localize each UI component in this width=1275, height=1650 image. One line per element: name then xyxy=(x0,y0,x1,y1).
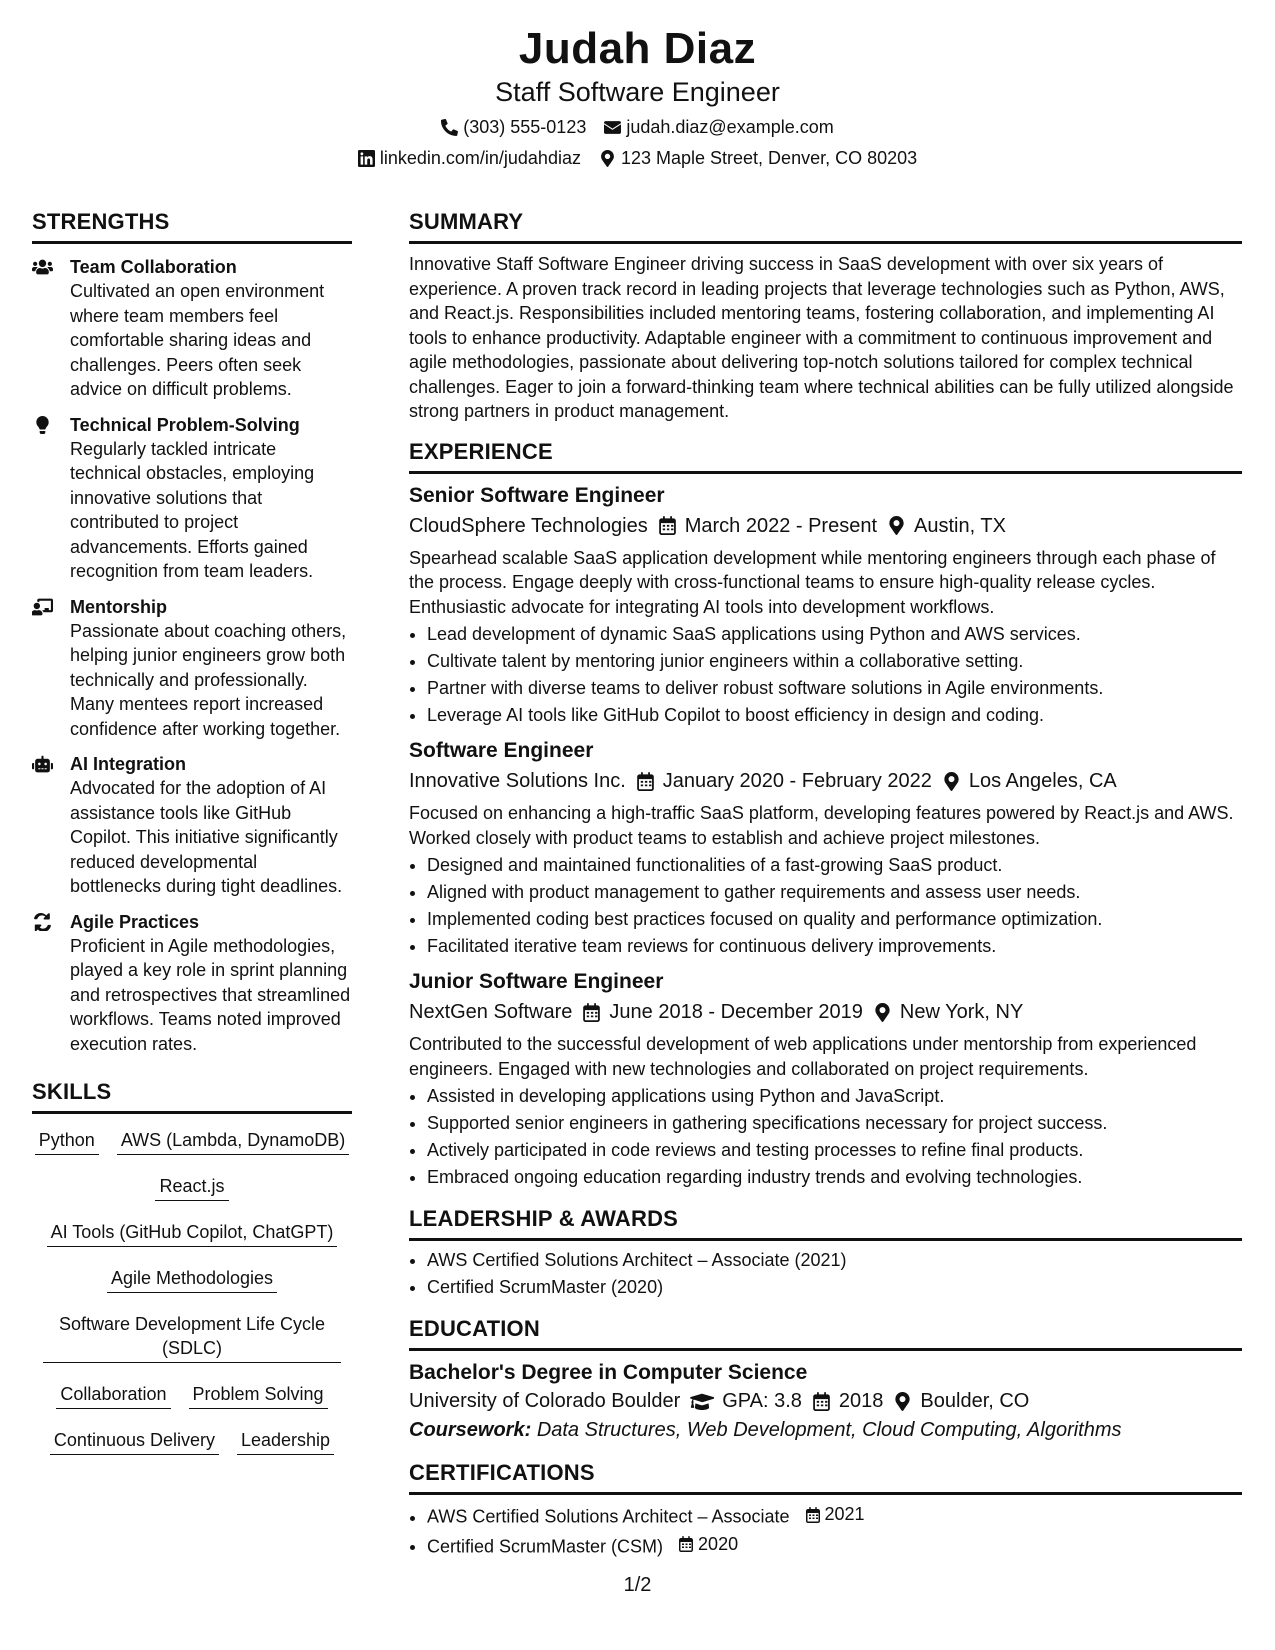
skill-tag: Agile Methodologies xyxy=(107,1266,277,1293)
job-description: Contributed to the successful development of web applications under mentorship from experienced engineers. Engaged with new technologies and collaborated on project requirements. xyxy=(409,1034,1197,1079)
certifications-section xyxy=(409,1459,1242,1560)
skill-tag: Python xyxy=(35,1128,99,1155)
degree-title: Bachelor's Degree in Computer Science xyxy=(409,1361,808,1384)
awards-heading: LEADERSHIP & AWARDS xyxy=(409,1205,1242,1241)
school-name: University of Colorado Boulder xyxy=(409,1390,681,1412)
school-location: Boulder, CO xyxy=(920,1390,1030,1412)
job-dates: January 2020 - February 2022 xyxy=(662,770,932,792)
street-address: 123 Maple Street, Denver, CO 80203 xyxy=(620,148,918,168)
list-item: • Facilitated iterative team reviews for continuous delivery improvements. xyxy=(427,933,1242,960)
calendar-icon xyxy=(636,772,655,791)
chalkboard-teacher-icon xyxy=(32,598,53,616)
education-heading: EDUCATION xyxy=(409,1315,1242,1351)
company-name: NextGen Software xyxy=(409,1001,573,1023)
job-location: Los Angeles, CA xyxy=(968,770,1117,792)
coursework-label: Coursework: xyxy=(409,1419,532,1441)
skill-tag: Problem Solving xyxy=(189,1382,328,1409)
list-item: • Partner with diverse teams to deliver robust software solutions in Agile environments. xyxy=(427,675,1242,702)
list-item xyxy=(427,1531,1242,1561)
strength-title: Team Collaboration xyxy=(70,257,237,277)
list-item: • Certified ScrumMaster (2020) xyxy=(427,1274,1242,1301)
job-dates: March 2022 - Present xyxy=(684,514,878,537)
sync-icon xyxy=(32,913,53,931)
job-title: Senior Software Engineer xyxy=(409,483,665,507)
job-location: Austin, TX xyxy=(914,514,1006,537)
awards-section xyxy=(409,1205,1242,1301)
list-item: • Supported senior engineers in gathering specifications necessary for project success. xyxy=(427,1110,1242,1137)
skill-tag: Collaboration xyxy=(56,1382,170,1409)
skill-tag: React.js xyxy=(155,1174,228,1201)
job-title: Junior Software Engineer xyxy=(409,970,664,993)
phone-icon xyxy=(441,119,458,136)
graduation-year: 2018 xyxy=(838,1390,884,1412)
list-item: • Embraced ongoing education regarding industry trends and evolving technologies. xyxy=(427,1164,1242,1191)
list-item: • Aligned with product management to gather requirements and assess user needs. xyxy=(427,879,1242,906)
strengths-heading: STRENGTHS xyxy=(32,208,352,244)
strength-description: Regularly tackled intricate technical obstacles, employing innovative solutions that contributed to project advancements. Efforts gained recognition from team leaders. xyxy=(70,438,315,581)
email-address: judah.diaz@example.com xyxy=(626,117,834,137)
calendar-icon xyxy=(658,516,677,535)
certifications-heading: CERTIFICATIONS xyxy=(409,1459,1242,1495)
linkedin-contact[interactable] xyxy=(358,146,581,170)
coursework xyxy=(409,1416,1242,1445)
job-dates: June 2018 - December 2019 xyxy=(609,1001,863,1023)
left-column xyxy=(32,208,352,1474)
map-marker-icon xyxy=(942,772,961,791)
email-contact[interactable] xyxy=(604,115,833,139)
job-bullets xyxy=(409,621,1242,729)
summary-text: Innovative Staff Software Engineer driving success in SaaS development with over six years of experience. A proven track record in leading projects that leverage technologies such as Python, AWS, and React.js. Responsibilities included mentoring teams, fostering collaboration, and implementing AI tools to enhance productivity. Adaptable engineer with a commitment to continuous improvement and agile methodologies, passionate about delivering top-notch solutions tailored for complex technical challenges. Eager to join a forward-thinking team where technical abilities can be fully utilized alongside strong partners in product management. xyxy=(409,254,1234,421)
job-location: New York, NY xyxy=(899,1001,1024,1023)
job-entry xyxy=(409,968,1242,1191)
job-bullets xyxy=(409,852,1242,960)
experience-section xyxy=(409,438,1242,1192)
awards-list xyxy=(409,1247,1242,1301)
map-marker-icon xyxy=(887,516,906,535)
list-item: • Leverage AI tools like GitHub Copilot to boost efficiency in design and coding. xyxy=(427,702,1242,729)
education-meta xyxy=(409,1387,1242,1416)
page-number: 1/2 xyxy=(623,1574,652,1596)
candidate-title: Staff Software Engineer xyxy=(495,77,780,107)
job-title: Software Engineer xyxy=(409,739,594,762)
coursework-list: Data Structures, Web Development, Cloud Computing, Algorithms xyxy=(536,1419,1122,1441)
strength-item xyxy=(32,752,352,899)
calendar-icon xyxy=(812,1392,831,1411)
list-item: • Assisted in developing applications using Python and JavaScript. xyxy=(427,1083,1242,1110)
summary-heading: SUMMARY xyxy=(409,208,1242,244)
phone-contact[interactable] xyxy=(441,115,586,139)
skill-tag: Continuous Delivery xyxy=(50,1428,219,1455)
list-item: • AWS Certified Solutions Architect – Associate (2021) xyxy=(427,1247,1242,1274)
list-item xyxy=(427,1501,1242,1531)
strength-title: AI Integration xyxy=(70,754,186,774)
strength-title: Mentorship xyxy=(70,596,167,617)
gpa: GPA: 3.8 xyxy=(722,1390,802,1412)
linkedin-url: linkedin.com/in/judahdiaz xyxy=(379,148,581,168)
strength-description: Proficient in Agile methodologies, played a key role in sprint planning and retrospectives that streamlined workflows. Teams noted improved execution rates. xyxy=(70,935,351,1054)
map-marker-icon xyxy=(893,1392,912,1411)
envelope-icon xyxy=(604,119,621,136)
certifications-list xyxy=(409,1501,1242,1560)
certification-year: 2020 xyxy=(698,1533,739,1554)
calendar-icon xyxy=(805,1507,821,1523)
skill-tag: AI Tools (GitHub Copilot, ChatGPT) xyxy=(47,1220,338,1247)
phone-number: (303) 555-0123 xyxy=(463,117,587,137)
skills-list xyxy=(32,1128,352,1455)
list-item: • Cultivate talent by mentoring junior engineers within a collaborative setting. xyxy=(427,648,1242,675)
job-description: Focused on enhancing a high-traffic SaaS platform, developing features powered by React.js and AWS. Worked closely with product teams to establish and achieve project milestones. xyxy=(409,803,1234,848)
strength-description: Cultivated an open environment where team members feel comfortable sharing ideas and challenges. Peers often seek advice on difficult problems. xyxy=(70,281,325,399)
strength-item xyxy=(32,595,352,742)
strength-item xyxy=(32,413,352,584)
list-item: • Implemented coding best practices focused on quality and performance optimization. xyxy=(427,906,1242,933)
strength-item xyxy=(32,255,352,402)
strength-description: Advocated for the adoption of AI assistance tools like GitHub Copilot. This initiative significantly reduced developmental bottlenecks during tight deadlines. xyxy=(70,778,343,896)
right-column xyxy=(409,208,1242,1560)
calendar-icon xyxy=(678,1536,694,1552)
skill-tag: Leadership xyxy=(237,1428,334,1455)
job-bullets xyxy=(409,1083,1242,1191)
robot-icon xyxy=(32,755,53,773)
strength-item xyxy=(32,910,352,1057)
map-marker-icon xyxy=(599,150,616,167)
list-item: • Lead development of dynamic SaaS applications using Python and AWS services. xyxy=(427,621,1242,648)
contact-row-2 xyxy=(0,146,1275,170)
list-item: • Designed and maintained functionalities of a fast-growing SaaS product. xyxy=(427,852,1242,879)
graduation-cap-icon xyxy=(690,1392,714,1411)
job-description: Spearhead scalable SaaS application development while mentoring engineers through each phase of the process. Engage deeply with cross-functional teams to ensure high-quality release cycles. Enthusiastic advocate for integrating AI tools into development workflows. xyxy=(409,547,1216,617)
linkedin-icon xyxy=(358,150,375,167)
resume-header xyxy=(0,0,1275,170)
list-item: • Actively participated in code reviews and testing processes to refine final products. xyxy=(427,1137,1242,1164)
users-icon xyxy=(32,258,53,276)
job-meta xyxy=(409,512,1242,540)
calendar-icon xyxy=(582,1003,601,1022)
address-contact xyxy=(599,146,917,170)
job-entry xyxy=(409,482,1242,730)
strength-description: Passionate about coaching others, helping junior engineers grow both technically and professionally. Many mentees report increased confidence after working together. xyxy=(70,620,347,739)
skill-tag: Software Development Life Cycle (SDLC) xyxy=(43,1312,341,1363)
job-meta xyxy=(409,767,1242,795)
company-name: CloudSphere Technologies xyxy=(409,514,648,537)
certification-year: 2021 xyxy=(824,1504,865,1524)
map-marker-icon xyxy=(873,1003,892,1022)
certification-name: Certified ScrumMaster (CSM) xyxy=(427,1536,664,1556)
job-meta xyxy=(409,998,1242,1026)
experience-heading: EXPERIENCE xyxy=(409,438,1242,474)
certification-name: AWS Certified Solutions Architect – Associate xyxy=(427,1506,790,1527)
job-entry xyxy=(409,737,1242,960)
education-section xyxy=(409,1315,1242,1445)
company-name: Innovative Solutions Inc. xyxy=(409,770,626,792)
strength-title: Technical Problem-Solving xyxy=(70,414,300,435)
contact-row-1 xyxy=(0,115,1275,139)
skills-heading: SKILLS xyxy=(32,1078,352,1114)
candidate-name: Judah Diaz xyxy=(518,24,757,73)
lightbulb-icon xyxy=(32,416,53,434)
skill-tag: AWS (Lambda, DynamoDB) xyxy=(117,1128,349,1155)
strength-title: Agile Practices xyxy=(70,911,200,932)
